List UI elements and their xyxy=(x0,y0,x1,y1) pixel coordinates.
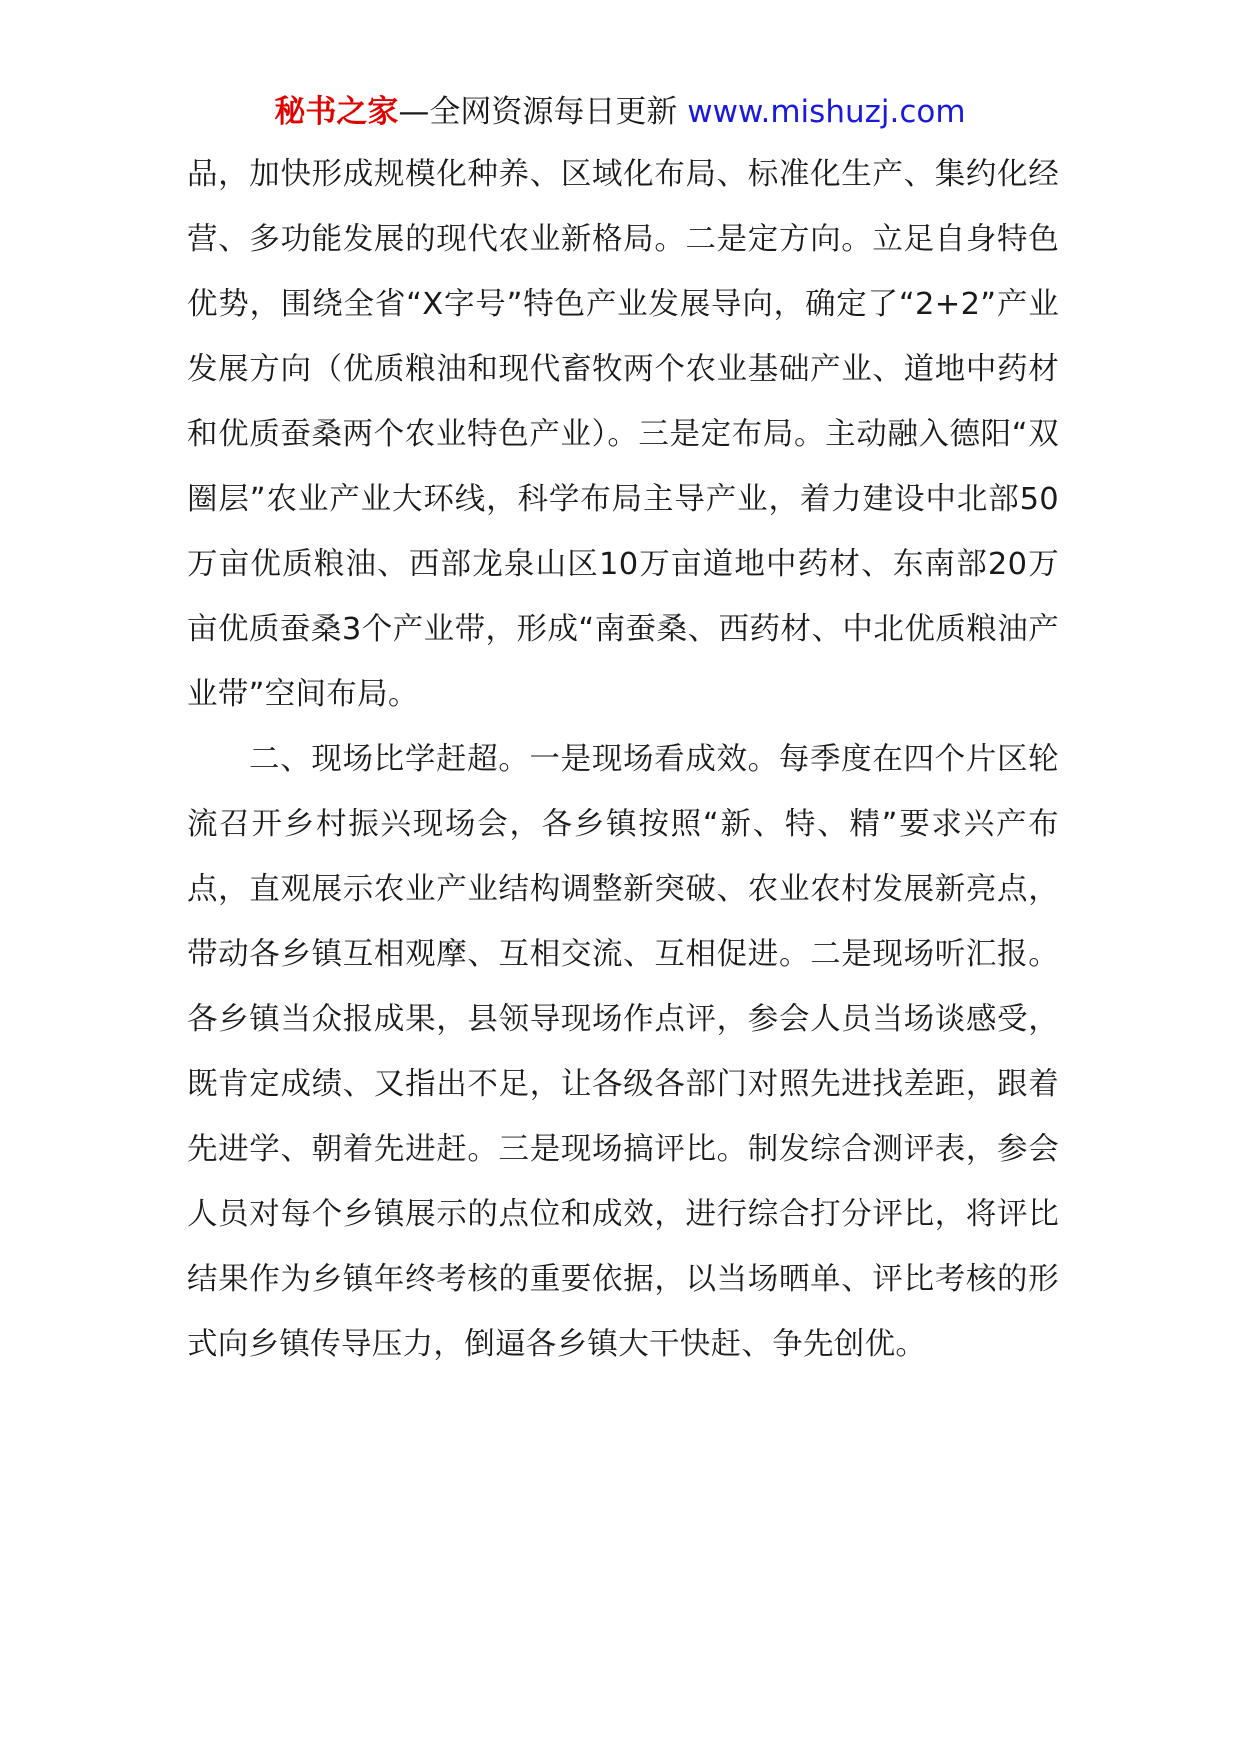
page-header xyxy=(0,92,1240,132)
site-url: www.mishuzj.com xyxy=(687,94,966,130)
paragraph-continuation: 品，加快形成规模化种养、区域化布局、标准化生产、集约化经营、多功能发展的现代农业新格局。二是定方向。立足自身特色优势，围绕全省“X字号”特色产业发展导向，确定了“2+2”产业发展方向（优质粮油和现代畜牧两个农业基础产业、道地中药材和优质蚕桑两个农业特色产业）。三是定布局。主动融入德阳“双圈层”农业产业大环线，科学布局主导产业，着力建设中北部50万亩优质粮油、西部龙泉山区10万亩道地中药材、东南部20万亩优质蚕桑3个产业带，形成“南蚕桑、西药材、中北优质粮油产业带”空间布局。 xyxy=(187,157,1059,712)
header-tagline: —全网资源每日更新 xyxy=(398,94,688,130)
document-body xyxy=(187,142,1059,1377)
paragraph-section-two: 二、现场比学赶超。一是现场看成效。每季度在四个片区轮流召开乡村振兴现场会，各乡镇按照“新、特、精”要求兴产布点，直观展示农业产业结构调整新突破、农业农村发展新亮点，带动各乡镇互相观摩、互相交流、互相促进。二是现场听汇报。各乡镇当众报成果，县领导现场作点评，参会人员当场谈感受，既肯定成绩、又指出不足，让各级各部门对照先进找差距，跟着先进学、朝着先进赶。三是现场搞评比。制发综合测评表，参会人员对每个乡镇展示的点位和成效，进行综合打分评比，将评比结果作为乡镇年终考核的重要依据，以当场晒单、评比考核的形式向乡镇传导压力，倒逼各乡镇大干快赶、争先创优。 xyxy=(187,742,1059,1362)
brand-name: 秘书之家 xyxy=(274,94,399,130)
